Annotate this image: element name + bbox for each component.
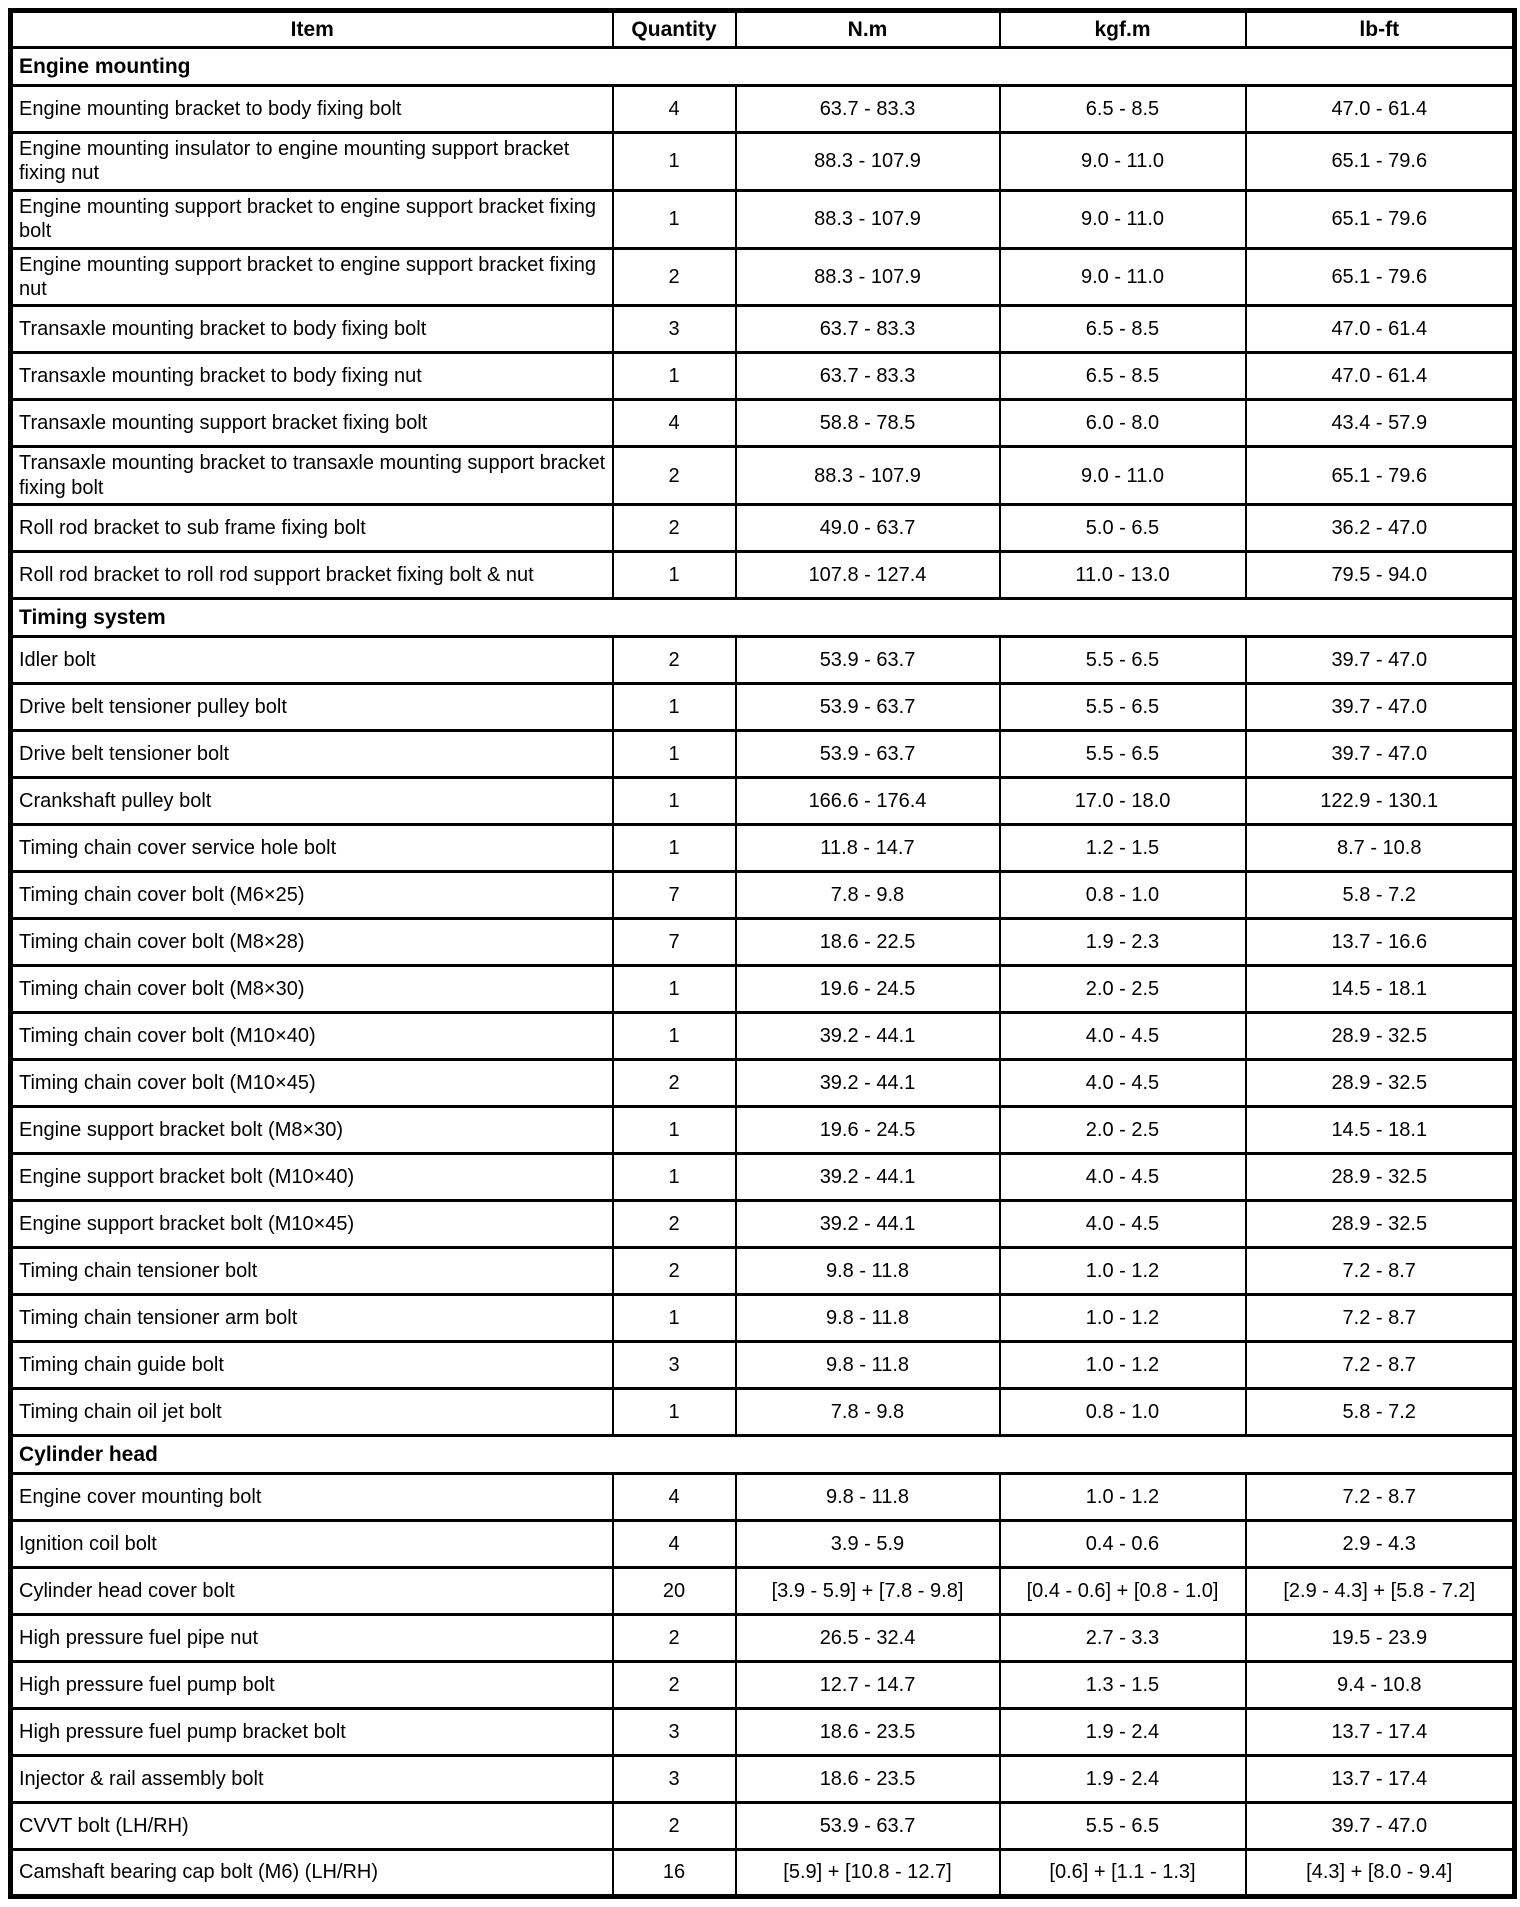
lbft-cell: 5.8 - 7.2: [1246, 1389, 1515, 1436]
column-header-nm: N.m: [736, 11, 1000, 48]
nm-cell: 53.9 - 63.7: [736, 1803, 1000, 1850]
quantity-cell: 1: [613, 966, 736, 1013]
kgfm-cell: 1.9 - 2.4: [1000, 1709, 1246, 1756]
section-title: Engine mounting: [11, 48, 1515, 86]
lbft-cell: 2.9 - 4.3: [1246, 1521, 1515, 1568]
nm-cell: 53.9 - 63.7: [736, 731, 1000, 778]
item-cell: Drive belt tensioner pulley bolt: [11, 684, 613, 731]
quantity-cell: 1: [613, 190, 736, 248]
item-cell: Timing chain tensioner arm bolt: [11, 1295, 613, 1342]
quantity-cell: 1: [613, 1154, 736, 1201]
table-row: [11, 1342, 1515, 1389]
quantity-cell: 20: [613, 1568, 736, 1615]
item-cell: Timing chain cover service hole bolt: [11, 825, 613, 872]
section-row: [11, 599, 1515, 637]
nm-cell: [3.9 - 5.9] + [7.8 - 9.8]: [736, 1568, 1000, 1615]
lbft-cell: 28.9 - 32.5: [1246, 1060, 1515, 1107]
quantity-cell: 1: [613, 552, 736, 599]
table-row: [11, 872, 1515, 919]
quantity-cell: 7: [613, 919, 736, 966]
column-header-quantity: Quantity: [613, 11, 736, 48]
table-row: [11, 1615, 1515, 1662]
kgfm-cell: 1.9 - 2.3: [1000, 919, 1246, 966]
kgfm-cell: 1.9 - 2.4: [1000, 1756, 1246, 1803]
nm-cell: 18.6 - 23.5: [736, 1756, 1000, 1803]
quantity-cell: 4: [613, 1521, 736, 1568]
nm-cell: 7.8 - 9.8: [736, 1389, 1000, 1436]
item-cell: High pressure fuel pump bracket bolt: [11, 1709, 613, 1756]
lbft-cell: 13.7 - 17.4: [1246, 1709, 1515, 1756]
item-cell: Transaxle mounting support bracket fixing bolt: [11, 400, 613, 447]
quantity-cell: 1: [613, 825, 736, 872]
nm-cell: 3.9 - 5.9: [736, 1521, 1000, 1568]
kgfm-cell: 9.0 - 11.0: [1000, 190, 1246, 248]
lbft-cell: 28.9 - 32.5: [1246, 1201, 1515, 1248]
table-row: [11, 1201, 1515, 1248]
table-row: [11, 825, 1515, 872]
item-cell: Engine mounting support bracket to engine support bracket fixing bolt: [11, 190, 613, 248]
quantity-cell: 1: [613, 1295, 736, 1342]
lbft-cell: 7.2 - 8.7: [1246, 1248, 1515, 1295]
item-cell: Roll rod bracket to sub frame fixing bolt: [11, 505, 613, 552]
quantity-cell: 2: [613, 505, 736, 552]
nm-cell: 107.8 - 127.4: [736, 552, 1000, 599]
item-cell: Engine mounting bracket to body fixing bolt: [11, 86, 613, 133]
quantity-cell: 2: [613, 1201, 736, 1248]
kgfm-cell: 1.0 - 1.2: [1000, 1342, 1246, 1389]
kgfm-cell: 0.8 - 1.0: [1000, 1389, 1246, 1436]
quantity-cell: 2: [613, 1803, 736, 1850]
item-cell: Timing chain cover bolt (M8×30): [11, 966, 613, 1013]
item-cell: Engine support bracket bolt (M8×30): [11, 1107, 613, 1154]
kgfm-cell: 5.5 - 6.5: [1000, 637, 1246, 684]
quantity-cell: 2: [613, 637, 736, 684]
item-cell: High pressure fuel pump bolt: [11, 1662, 613, 1709]
torque-spec-table: [8, 8, 1517, 1899]
nm-cell: 18.6 - 23.5: [736, 1709, 1000, 1756]
kgfm-cell: 5.0 - 6.5: [1000, 505, 1246, 552]
lbft-cell: 13.7 - 17.4: [1246, 1756, 1515, 1803]
lbft-cell: 7.2 - 8.7: [1246, 1342, 1515, 1389]
section-row: [11, 48, 1515, 86]
nm-cell: 7.8 - 9.8: [736, 872, 1000, 919]
lbft-cell: 39.7 - 47.0: [1246, 731, 1515, 778]
quantity-cell: 7: [613, 872, 736, 919]
quantity-cell: 1: [613, 684, 736, 731]
kgfm-cell: [0.4 - 0.6] + [0.8 - 1.0]: [1000, 1568, 1246, 1615]
quantity-cell: 3: [613, 1709, 736, 1756]
table-row: [11, 1803, 1515, 1850]
spec-table-body: [11, 48, 1515, 1897]
quantity-cell: 4: [613, 1474, 736, 1521]
nm-cell: 39.2 - 44.1: [736, 1154, 1000, 1201]
nm-cell: 88.3 - 107.9: [736, 190, 1000, 248]
nm-cell: 19.6 - 24.5: [736, 1107, 1000, 1154]
item-cell: Camshaft bearing cap bolt (M6) (LH/RH): [11, 1850, 613, 1897]
lbft-cell: 39.7 - 47.0: [1246, 637, 1515, 684]
nm-cell: 49.0 - 63.7: [736, 505, 1000, 552]
item-cell: CVVT bolt (LH/RH): [11, 1803, 613, 1850]
quantity-cell: 1: [613, 133, 736, 191]
lbft-cell: 65.1 - 79.6: [1246, 190, 1515, 248]
kgfm-cell: 4.0 - 4.5: [1000, 1154, 1246, 1201]
lbft-cell: 122.9 - 130.1: [1246, 778, 1515, 825]
kgfm-cell: 11.0 - 13.0: [1000, 552, 1246, 599]
kgfm-cell: 6.5 - 8.5: [1000, 306, 1246, 353]
nm-cell: 53.9 - 63.7: [736, 684, 1000, 731]
table-row: [11, 1756, 1515, 1803]
item-cell: Injector & rail assembly bolt: [11, 1756, 613, 1803]
column-header-lbft: lb-ft: [1246, 11, 1515, 48]
table-row: [11, 1389, 1515, 1436]
nm-cell: 39.2 - 44.1: [736, 1013, 1000, 1060]
lbft-cell: 79.5 - 94.0: [1246, 552, 1515, 599]
quantity-cell: 1: [613, 731, 736, 778]
kgfm-cell: 4.0 - 4.5: [1000, 1201, 1246, 1248]
nm-cell: 39.2 - 44.1: [736, 1201, 1000, 1248]
lbft-cell: 8.7 - 10.8: [1246, 825, 1515, 872]
lbft-cell: 36.2 - 47.0: [1246, 505, 1515, 552]
lbft-cell: 47.0 - 61.4: [1246, 353, 1515, 400]
quantity-cell: 1: [613, 353, 736, 400]
kgfm-cell: 5.5 - 6.5: [1000, 731, 1246, 778]
kgfm-cell: 6.5 - 8.5: [1000, 86, 1246, 133]
quantity-cell: 16: [613, 1850, 736, 1897]
table-row: [11, 966, 1515, 1013]
nm-cell: 166.6 - 176.4: [736, 778, 1000, 825]
table-row: [11, 1248, 1515, 1295]
section-title: Timing system: [11, 599, 1515, 637]
table-header-row: [11, 11, 1515, 48]
nm-cell: 63.7 - 83.3: [736, 86, 1000, 133]
lbft-cell: 39.7 - 47.0: [1246, 684, 1515, 731]
table-row: [11, 447, 1515, 505]
item-cell: Engine cover mounting bolt: [11, 1474, 613, 1521]
kgfm-cell: 1.0 - 1.2: [1000, 1295, 1246, 1342]
item-cell: Timing chain guide bolt: [11, 1342, 613, 1389]
lbft-cell: 9.4 - 10.8: [1246, 1662, 1515, 1709]
item-cell: Idler bolt: [11, 637, 613, 684]
lbft-cell: 65.1 - 79.6: [1246, 133, 1515, 191]
lbft-cell: 65.1 - 79.6: [1246, 248, 1515, 306]
item-cell: Engine mounting support bracket to engine support bracket fixing nut: [11, 248, 613, 306]
kgfm-cell: 17.0 - 18.0: [1000, 778, 1246, 825]
quantity-cell: 2: [613, 447, 736, 505]
column-header-kgfm: kgf.m: [1000, 11, 1246, 48]
table-row: [11, 637, 1515, 684]
lbft-cell: 7.2 - 8.7: [1246, 1295, 1515, 1342]
item-cell: Engine support bracket bolt (M10×45): [11, 1201, 613, 1248]
nm-cell: 63.7 - 83.3: [736, 306, 1000, 353]
nm-cell: 9.8 - 11.8: [736, 1474, 1000, 1521]
item-cell: Timing chain cover bolt (M6×25): [11, 872, 613, 919]
nm-cell: 53.9 - 63.7: [736, 637, 1000, 684]
kgfm-cell: 5.5 - 6.5: [1000, 684, 1246, 731]
nm-cell: 88.3 - 107.9: [736, 447, 1000, 505]
table-row: [11, 1013, 1515, 1060]
item-cell: Timing chain oil jet bolt: [11, 1389, 613, 1436]
kgfm-cell: 2.7 - 3.3: [1000, 1615, 1246, 1662]
table-row: [11, 1568, 1515, 1615]
kgfm-cell: [0.6] + [1.1 - 1.3]: [1000, 1850, 1246, 1897]
kgfm-cell: 9.0 - 11.0: [1000, 447, 1246, 505]
kgfm-cell: 5.5 - 6.5: [1000, 1803, 1246, 1850]
table-row: [11, 778, 1515, 825]
table-row: [11, 1295, 1515, 1342]
table-row: [11, 86, 1515, 133]
lbft-cell: 19.5 - 23.9: [1246, 1615, 1515, 1662]
item-cell: Timing chain cover bolt (M10×45): [11, 1060, 613, 1107]
lbft-cell: 28.9 - 32.5: [1246, 1154, 1515, 1201]
table-row: [11, 919, 1515, 966]
kgfm-cell: 1.2 - 1.5: [1000, 825, 1246, 872]
kgfm-cell: 2.0 - 2.5: [1000, 966, 1246, 1013]
table-row: [11, 1060, 1515, 1107]
kgfm-cell: 1.3 - 1.5: [1000, 1662, 1246, 1709]
kgfm-cell: 6.5 - 8.5: [1000, 353, 1246, 400]
nm-cell: 9.8 - 11.8: [736, 1342, 1000, 1389]
quantity-cell: 2: [613, 1615, 736, 1662]
quantity-cell: 3: [613, 306, 736, 353]
nm-cell: 11.8 - 14.7: [736, 825, 1000, 872]
nm-cell: 39.2 - 44.1: [736, 1060, 1000, 1107]
quantity-cell: 2: [613, 1248, 736, 1295]
quantity-cell: 3: [613, 1756, 736, 1803]
quantity-cell: 1: [613, 1107, 736, 1154]
item-cell: Drive belt tensioner bolt: [11, 731, 613, 778]
quantity-cell: 1: [613, 778, 736, 825]
kgfm-cell: 6.0 - 8.0: [1000, 400, 1246, 447]
table-row: [11, 248, 1515, 306]
quantity-cell: 1: [613, 1389, 736, 1436]
table-row: [11, 552, 1515, 599]
kgfm-cell: 4.0 - 4.5: [1000, 1060, 1246, 1107]
nm-cell: [5.9] + [10.8 - 12.7]: [736, 1850, 1000, 1897]
lbft-cell: 13.7 - 16.6: [1246, 919, 1515, 966]
table-row: [11, 1107, 1515, 1154]
item-cell: Timing chain cover bolt (M8×28): [11, 919, 613, 966]
kgfm-cell: 9.0 - 11.0: [1000, 248, 1246, 306]
nm-cell: 9.8 - 11.8: [736, 1248, 1000, 1295]
lbft-cell: 39.7 - 47.0: [1246, 1803, 1515, 1850]
quantity-cell: 1: [613, 1013, 736, 1060]
lbft-cell: 47.0 - 61.4: [1246, 86, 1515, 133]
lbft-cell: 7.2 - 8.7: [1246, 1474, 1515, 1521]
quantity-cell: 4: [613, 400, 736, 447]
lbft-cell: 14.5 - 18.1: [1246, 966, 1515, 1013]
nm-cell: 88.3 - 107.9: [736, 133, 1000, 191]
table-row: [11, 133, 1515, 191]
item-cell: Engine support bracket bolt (M10×40): [11, 1154, 613, 1201]
item-cell: High pressure fuel pipe nut: [11, 1615, 613, 1662]
table-row: [11, 400, 1515, 447]
nm-cell: 19.6 - 24.5: [736, 966, 1000, 1013]
table-row: [11, 1662, 1515, 1709]
nm-cell: 9.8 - 11.8: [736, 1295, 1000, 1342]
section-title: Cylinder head: [11, 1436, 1515, 1474]
table-row: [11, 1521, 1515, 1568]
lbft-cell: [4.3] + [8.0 - 9.4]: [1246, 1850, 1515, 1897]
lbft-cell: [2.9 - 4.3] + [5.8 - 7.2]: [1246, 1568, 1515, 1615]
lbft-cell: 43.4 - 57.9: [1246, 400, 1515, 447]
table-row: [11, 306, 1515, 353]
kgfm-cell: 0.8 - 1.0: [1000, 872, 1246, 919]
item-cell: Transaxle mounting bracket to body fixing nut: [11, 353, 613, 400]
table-row: [11, 1154, 1515, 1201]
kgfm-cell: 1.0 - 1.2: [1000, 1474, 1246, 1521]
item-cell: Timing chain tensioner bolt: [11, 1248, 613, 1295]
column-header-item: Item: [11, 11, 613, 48]
item-cell: Cylinder head cover bolt: [11, 1568, 613, 1615]
lbft-cell: 5.8 - 7.2: [1246, 872, 1515, 919]
lbft-cell: 28.9 - 32.5: [1246, 1013, 1515, 1060]
table-row: [11, 1850, 1515, 1897]
kgfm-cell: 0.4 - 0.6: [1000, 1521, 1246, 1568]
kgfm-cell: 4.0 - 4.5: [1000, 1013, 1246, 1060]
kgfm-cell: 9.0 - 11.0: [1000, 133, 1246, 191]
nm-cell: 58.8 - 78.5: [736, 400, 1000, 447]
item-cell: Ignition coil bolt: [11, 1521, 613, 1568]
table-row: [11, 731, 1515, 778]
table-row: [11, 505, 1515, 552]
kgfm-cell: 1.0 - 1.2: [1000, 1248, 1246, 1295]
nm-cell: 12.7 - 14.7: [736, 1662, 1000, 1709]
nm-cell: 63.7 - 83.3: [736, 353, 1000, 400]
item-cell: Timing chain cover bolt (M10×40): [11, 1013, 613, 1060]
quantity-cell: 3: [613, 1342, 736, 1389]
nm-cell: 18.6 - 22.5: [736, 919, 1000, 966]
table-row: [11, 190, 1515, 248]
section-row: [11, 1436, 1515, 1474]
table-row: [11, 1474, 1515, 1521]
quantity-cell: 2: [613, 1060, 736, 1107]
table-row: [11, 353, 1515, 400]
lbft-cell: 14.5 - 18.1: [1246, 1107, 1515, 1154]
item-cell: Crankshaft pulley bolt: [11, 778, 613, 825]
lbft-cell: 47.0 - 61.4: [1246, 306, 1515, 353]
quantity-cell: 2: [613, 1662, 736, 1709]
table-row: [11, 684, 1515, 731]
item-cell: Transaxle mounting bracket to body fixing bolt: [11, 306, 613, 353]
nm-cell: 26.5 - 32.4: [736, 1615, 1000, 1662]
item-cell: Roll rod bracket to roll rod support bracket fixing bolt & nut: [11, 552, 613, 599]
lbft-cell: 65.1 - 79.6: [1246, 447, 1515, 505]
item-cell: Transaxle mounting bracket to transaxle mounting support bracket fixing bolt: [11, 447, 613, 505]
nm-cell: 88.3 - 107.9: [736, 248, 1000, 306]
quantity-cell: 4: [613, 86, 736, 133]
table-row: [11, 1709, 1515, 1756]
quantity-cell: 2: [613, 248, 736, 306]
item-cell: Engine mounting insulator to engine mounting support bracket fixing nut: [11, 133, 613, 191]
kgfm-cell: 2.0 - 2.5: [1000, 1107, 1246, 1154]
